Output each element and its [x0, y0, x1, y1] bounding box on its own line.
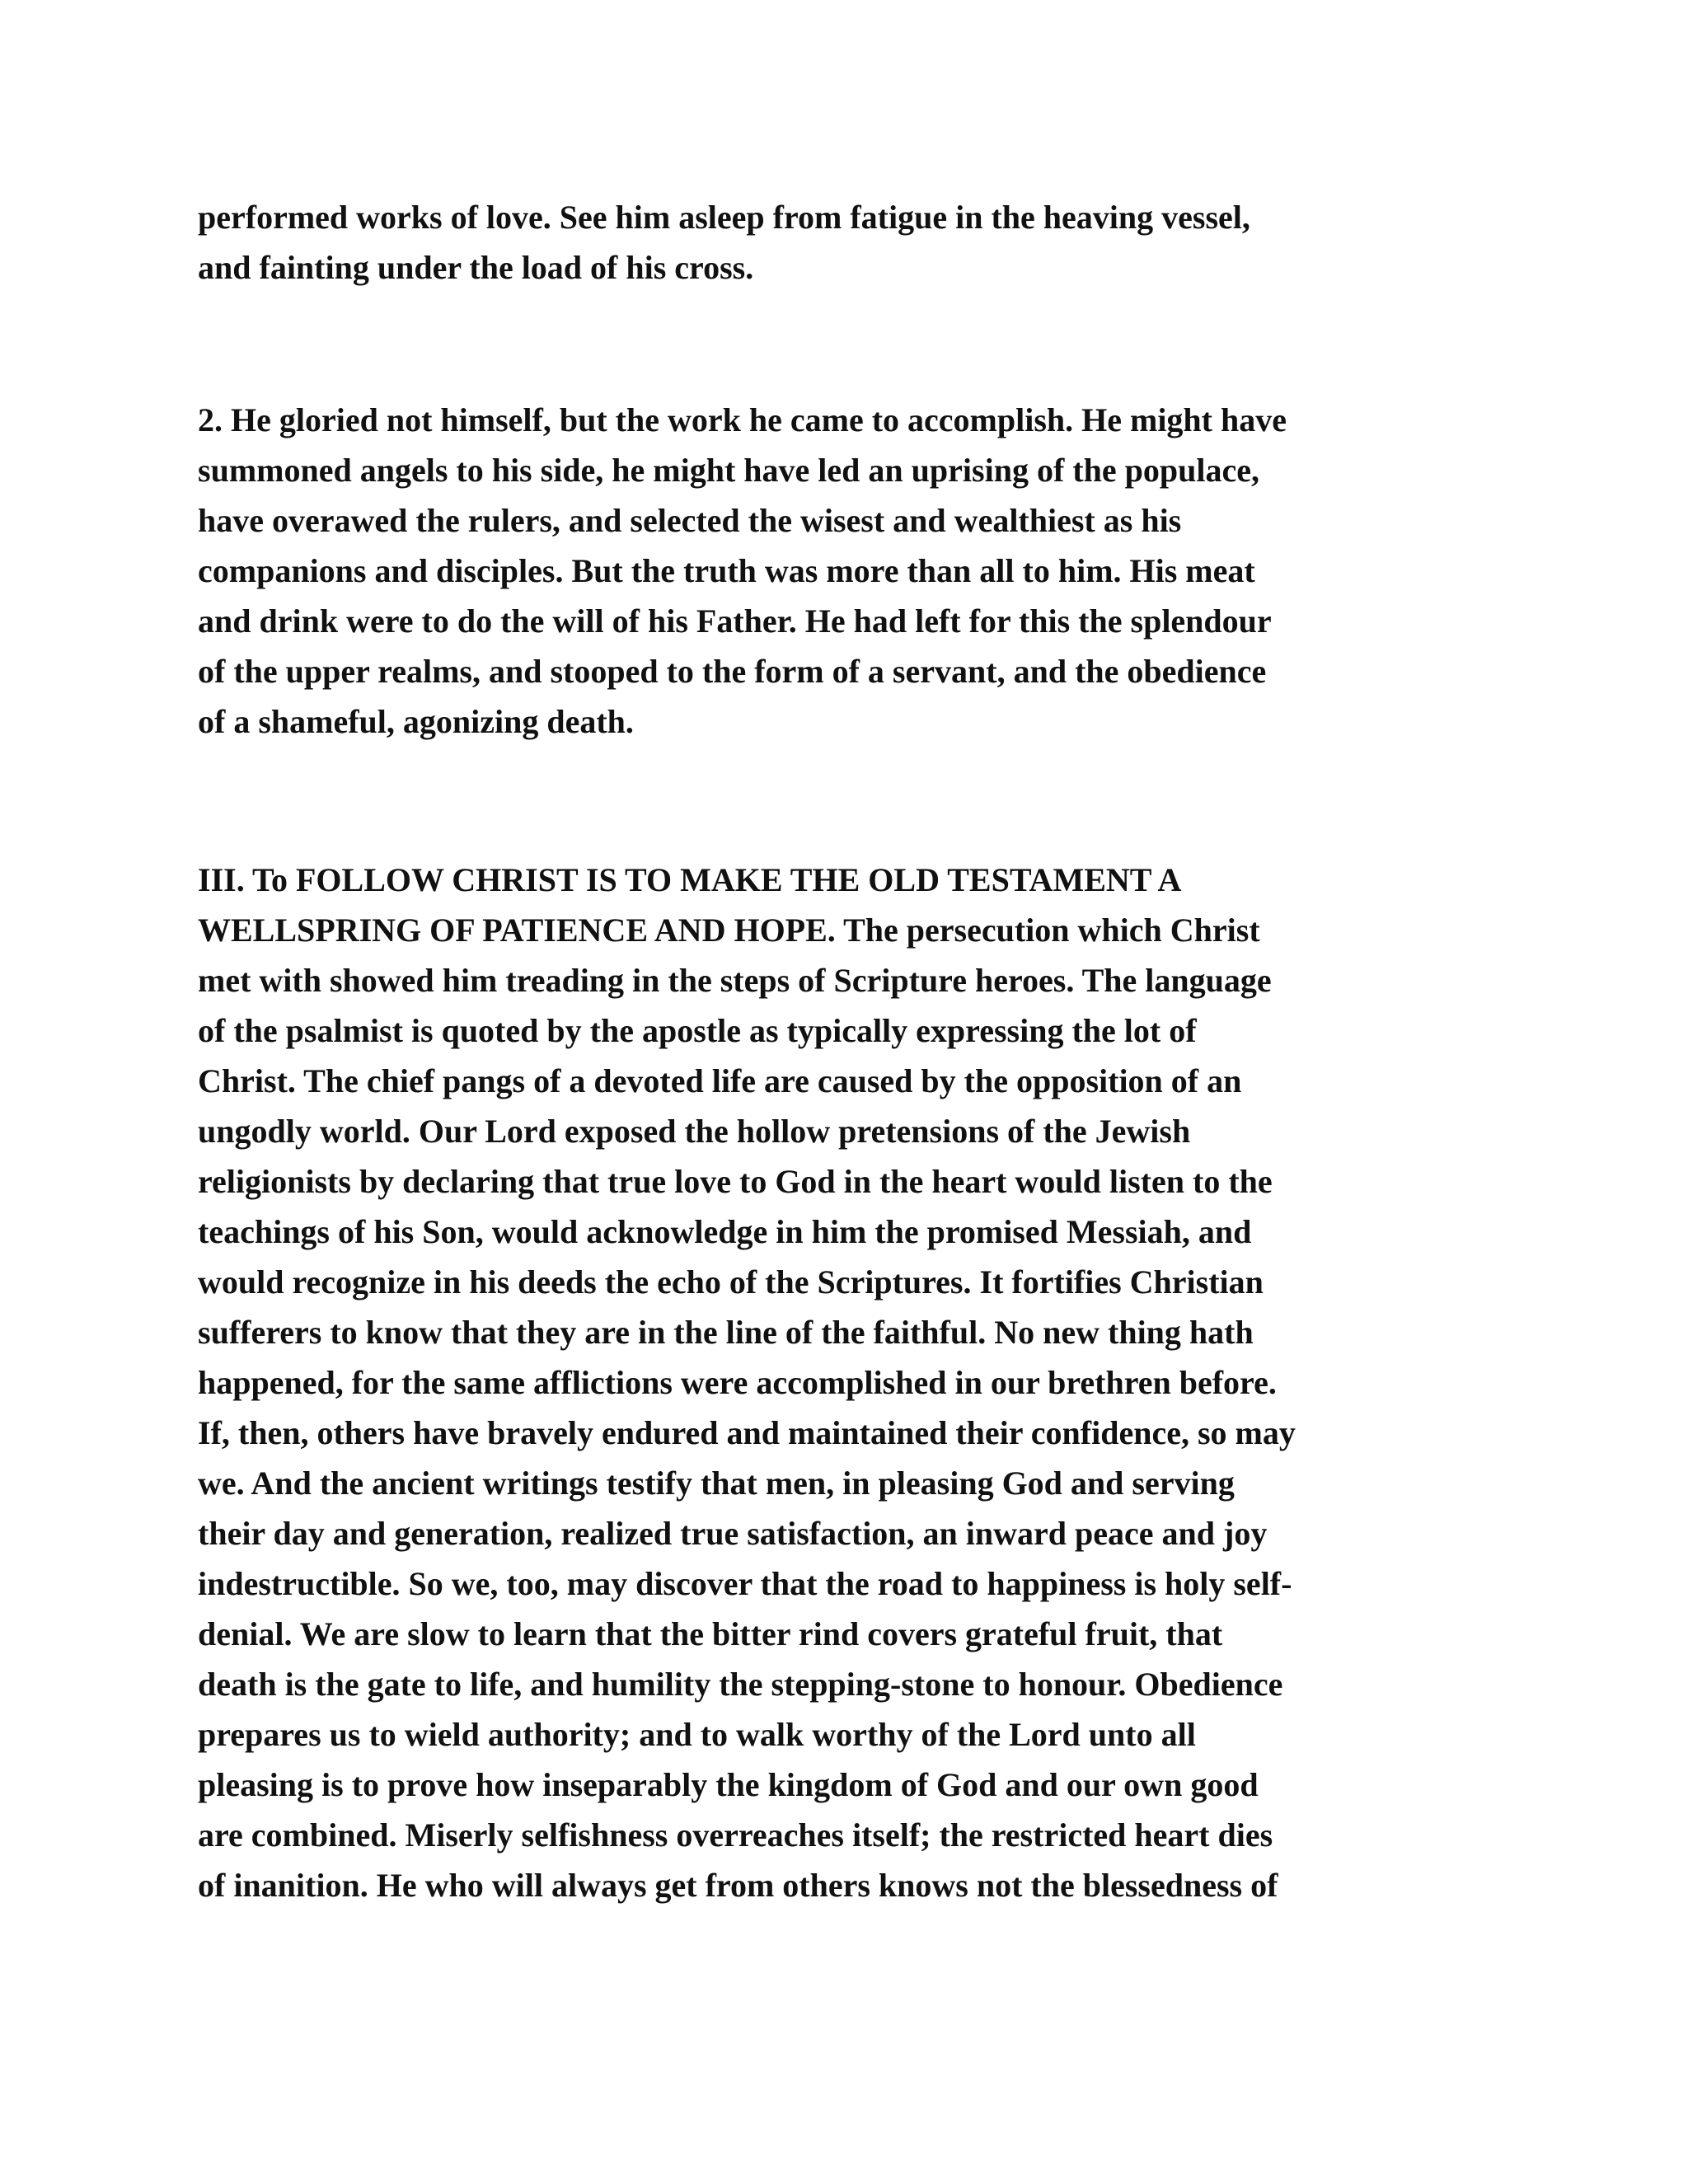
text-line: Christ. The chief pangs of a devoted life are caused by the opposition of an — [198, 1062, 1242, 1099]
text-line: we. And the ancient writings testify that men, in pleasing God and serving — [198, 1465, 1235, 1502]
text-line: have overawed the rulers, and selected the wisest and wealthiest as his — [198, 502, 1182, 539]
paragraph-continuation — [198, 192, 1484, 293]
text-line: of a shameful, agonizing death. — [198, 703, 634, 740]
text-line: of the upper realms, and stooped to the form of a servant, and the obedience — [198, 653, 1267, 690]
text-line: companions and disciples. But the truth was more than all to him. His meat — [198, 552, 1255, 589]
text-line: 2. He gloried not himself, but the work he came to accomplish. He might have — [198, 401, 1287, 438]
text-line: and fainting under the load of his cross. — [198, 249, 754, 286]
text-line: summoned angels to his side, he might have led an uprising of the populace, — [198, 452, 1259, 489]
text-line: happened, for the same afflictions were accomplished in our brethren before. — [198, 1364, 1277, 1401]
text-line: of the psalmist is quoted by the apostle as typically expressing the lot of — [198, 1012, 1197, 1049]
text-line: III. To FOLLOW CHRIST IS TO MAKE THE OLD TESTAMENT A — [198, 861, 1182, 898]
text-line: sufferers to know that they are in the line of the faithful. No new thing hath — [198, 1314, 1254, 1351]
text-line: are combined. Miserly selfishness overreaches itself; the restricted heart dies — [198, 1816, 1273, 1854]
text-line: If, then, others have bravely endured and maintained their confidence, so may — [198, 1414, 1296, 1451]
text-line: death is the gate to life, and humility the stepping-stone to honour. Obedience — [198, 1666, 1283, 1703]
text-line: their day and generation, realized true satisfaction, an inward peace and joy — [198, 1515, 1268, 1552]
text-line: prepares us to wield authority; and to walk worthy of the Lord unto all — [198, 1716, 1196, 1753]
text-line: and drink were to do the will of his Father. He had left for this the splendour — [198, 602, 1272, 640]
text-line: indestructible. So we, too, may discover that the road to happiness is holy self- — [198, 1565, 1292, 1602]
text-line: pleasing is to prove how inseparably the kingdom of God and our own good — [198, 1766, 1259, 1803]
paragraph-section-iii — [198, 855, 1484, 1910]
text-line: religionists by declaring that true love to God in the heart would listen to the — [198, 1163, 1273, 1200]
text-line: met with showed him treading in the steps of Scripture heroes. The language — [198, 962, 1272, 999]
text-line: denial. We are slow to learn that the bitter rind covers grateful fruit, that — [198, 1615, 1223, 1652]
text-line: ungodly world. Our Lord exposed the hollow pretensions of the Jewish — [198, 1113, 1191, 1150]
paragraph-point-2 — [198, 395, 1484, 747]
text-line: performed works of love. See him asleep from fatigue in the heaving vessel, — [198, 199, 1250, 236]
text-line: WELLSPRING OF PATIENCE AND HOPE. The persecution which Christ — [198, 912, 1260, 949]
text-line: would recognize in his deeds the echo of the Scriptures. It fortifies Christian — [198, 1263, 1264, 1301]
text-line: teachings of his Son, would acknowledge in him the promised Messiah, and — [198, 1213, 1252, 1250]
text-line: of inanition. He who will always get from others knows not the blessedness of — [198, 1867, 1278, 1904]
